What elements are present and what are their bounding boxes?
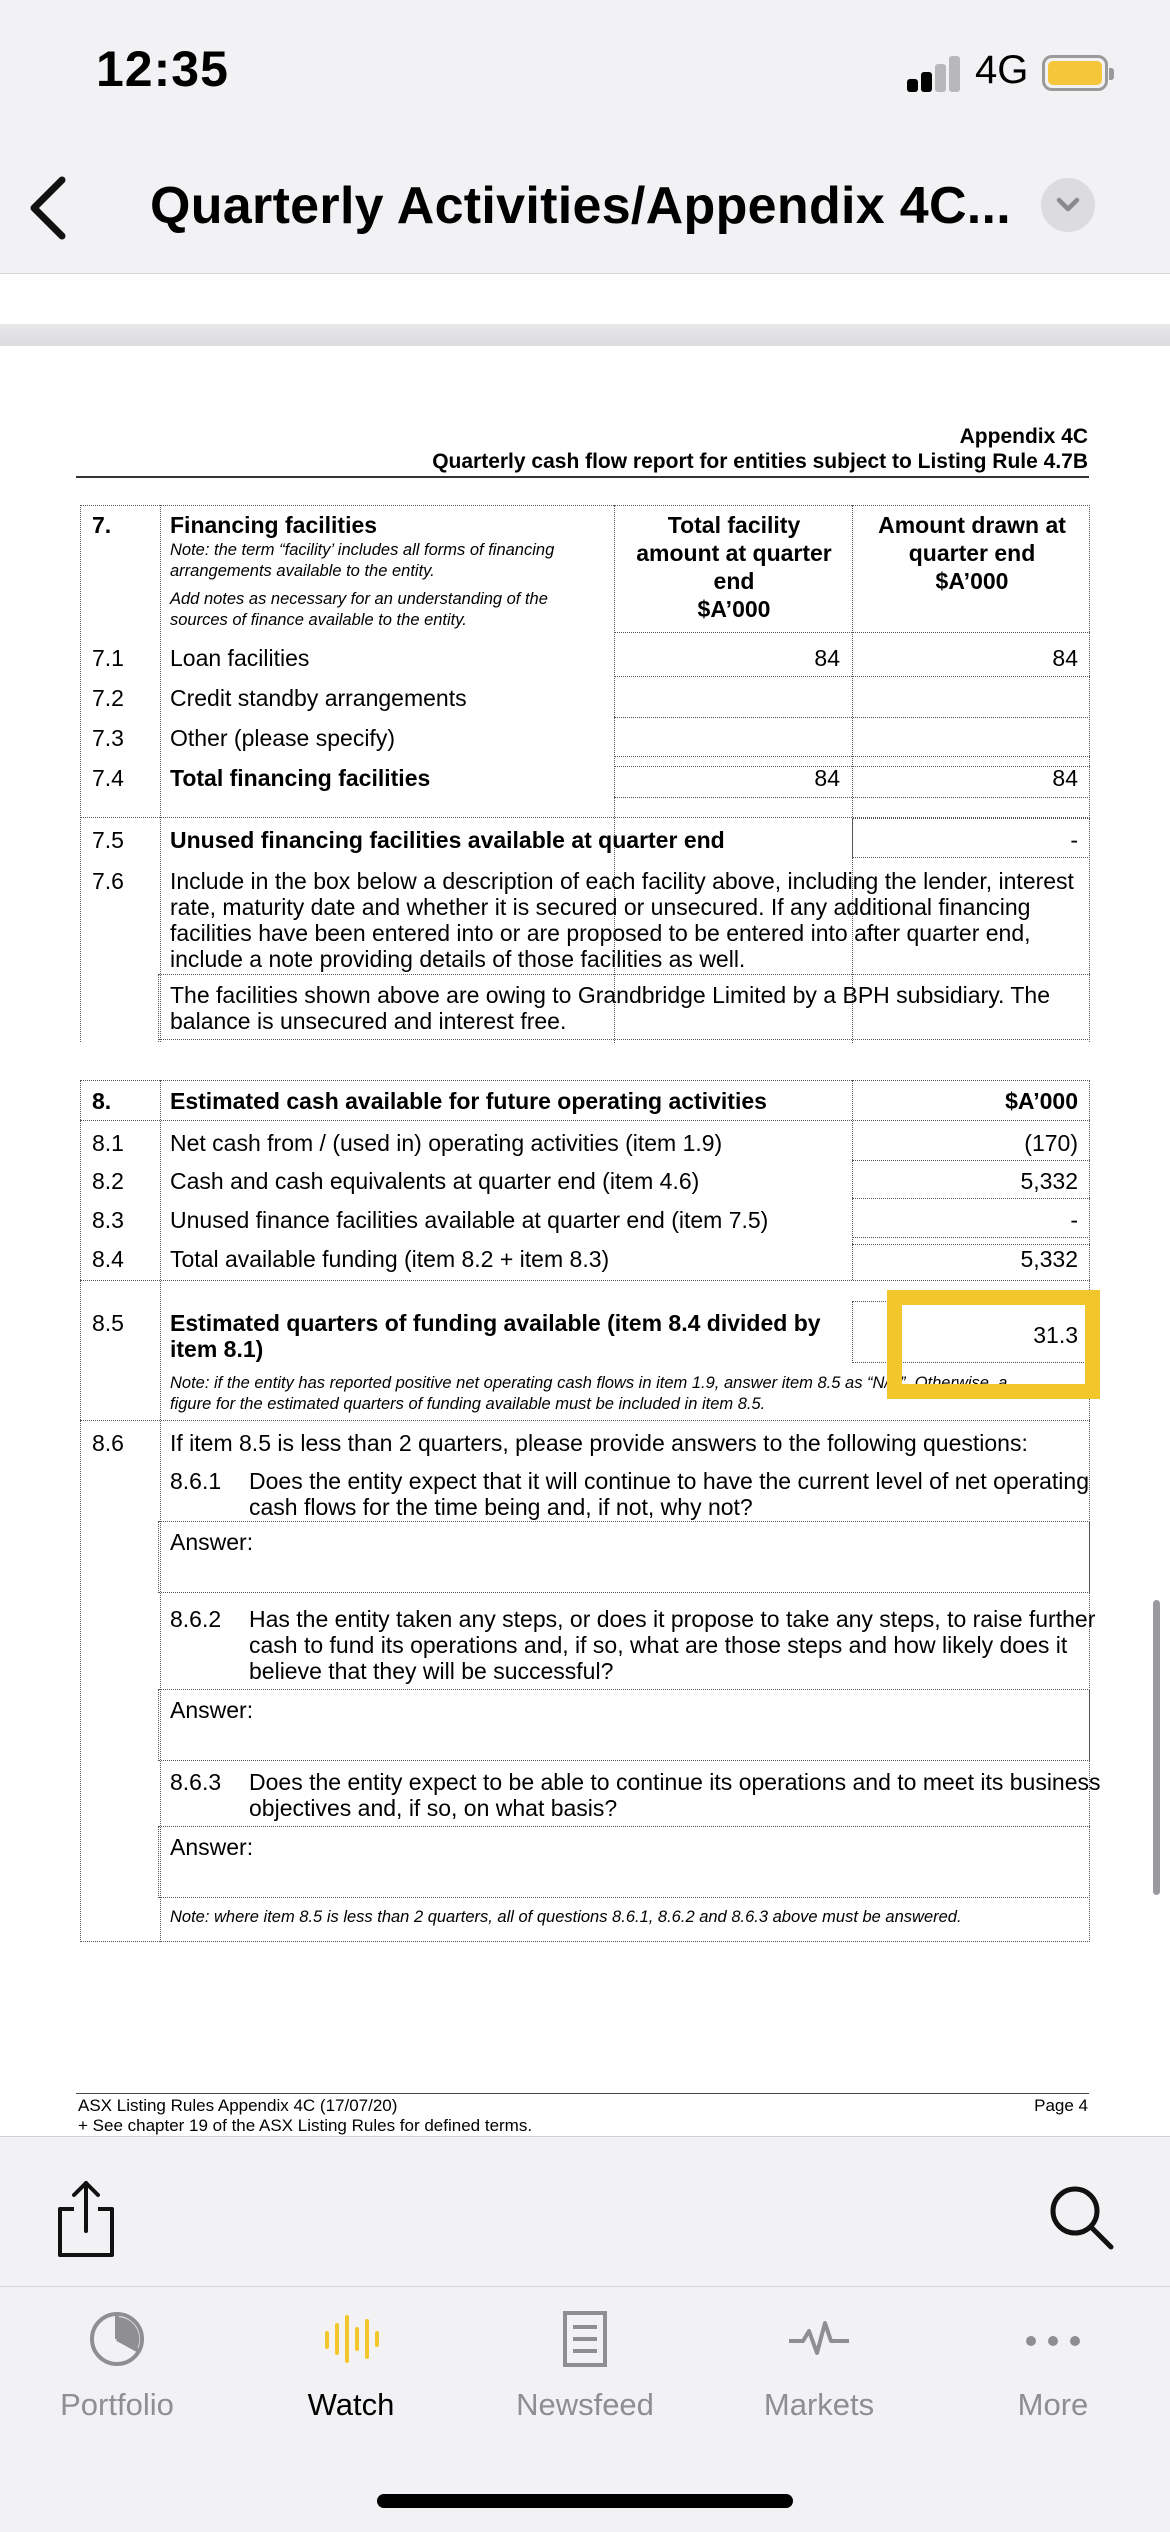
header-line: Amount drawn at bbox=[878, 512, 1066, 538]
row-drawn-value: 84 bbox=[1052, 645, 1078, 671]
description-line: facilities have been entered into or are proposed to be entered into after quarter end, bbox=[170, 920, 1031, 946]
section-title: Estimated cash available for future operating activities bbox=[170, 1088, 767, 1114]
question-text: believe that they will be successful? bbox=[249, 1658, 614, 1684]
row-value: - bbox=[1070, 827, 1078, 853]
header-line: Total facility bbox=[667, 512, 801, 538]
tab-bar bbox=[0, 2286, 1170, 2532]
network-type: 4G bbox=[975, 48, 1029, 92]
section-number: 7. bbox=[92, 512, 112, 538]
header-line: $A’000 bbox=[697, 596, 771, 622]
row-value: - bbox=[1070, 1207, 1078, 1233]
row-number: 8.2 bbox=[92, 1168, 124, 1194]
row-number: 8.5 bbox=[92, 1310, 124, 1336]
row-value: 5,332 bbox=[1020, 1168, 1078, 1194]
row-number: 7.5 bbox=[92, 827, 124, 853]
row-label: Other (please specify) bbox=[170, 725, 395, 751]
row-total-value: 84 bbox=[814, 765, 840, 791]
search-button[interactable] bbox=[1045, 2181, 1117, 2253]
answer-label: Answer: bbox=[170, 1834, 254, 1860]
question-text: Has the entity taken any steps, or does it propose to take any steps, to raise further bbox=[249, 1606, 1096, 1632]
section-note: Add notes as necessary for an understanding of the bbox=[170, 590, 548, 608]
newsfeed-icon bbox=[555, 2309, 615, 2369]
selection-highlight bbox=[887, 1290, 1100, 1399]
question-number: 8.6.2 bbox=[170, 1606, 222, 1632]
tab-watch[interactable] bbox=[234, 2287, 468, 2457]
row-number: 8.4 bbox=[92, 1246, 124, 1272]
row-label: Total financing facilities bbox=[170, 765, 431, 791]
battery-icon bbox=[1042, 55, 1108, 91]
status-bar bbox=[0, 0, 1170, 140]
tab-label: Markets bbox=[763, 2387, 875, 2422]
row-label: Unused financing facilities available at quarter end bbox=[170, 827, 725, 853]
document-toolbar bbox=[0, 2136, 1170, 2286]
tab-label: More bbox=[1017, 2387, 1089, 2422]
header-line: quarter end bbox=[908, 540, 1036, 566]
question-text: cash to fund its operations and, if so, what are those steps and how likely does it bbox=[249, 1632, 1068, 1658]
section-note: arrangements available to the entity. bbox=[170, 562, 435, 580]
tab-markets[interactable] bbox=[702, 2287, 936, 2457]
row-label: Net cash from / (used in) operating activities (item 1.9) bbox=[170, 1130, 723, 1156]
row-label: Cash and cash equivalents at quarter end (item 4.6) bbox=[170, 1168, 700, 1194]
answer-label: Answer: bbox=[170, 1529, 254, 1555]
answer-line: The facilities shown above are owing to Grandbridge Limited by a BPH subsidiary. The bbox=[170, 982, 1050, 1008]
row-number: 8.1 bbox=[92, 1130, 124, 1156]
description-line: Include in the box below a description of each facility above, including the lender, interest bbox=[170, 868, 1074, 894]
tab-newsfeed[interactable] bbox=[468, 2287, 702, 2457]
row-label: Unused finance facilities available at quarter end (item 7.5) bbox=[170, 1207, 769, 1233]
chevron-down-icon bbox=[1041, 178, 1095, 232]
header-line: end bbox=[713, 568, 755, 594]
row-number: 7.1 bbox=[92, 645, 124, 671]
appendix-label: Appendix 4C bbox=[959, 425, 1088, 448]
pie-chart-icon bbox=[87, 2309, 147, 2369]
section-title: Financing facilities bbox=[170, 512, 378, 538]
row-label: Total available funding (item 8.2 + item 8.3) bbox=[170, 1246, 610, 1272]
row-number: 8.3 bbox=[92, 1207, 124, 1233]
description-line: include a note providing details of those facilities as well. bbox=[170, 946, 746, 972]
final-note: Note: where item 8.5 is less than 2 quarters, all of questions 8.6.1, 8.6.2 and 8.6.3 above must be answered. bbox=[170, 1908, 962, 1926]
home-indicator bbox=[377, 2494, 793, 2508]
tab-more[interactable] bbox=[936, 2287, 1170, 2457]
description-line: rate, maturity date and whether it is secured or unsecured. If any additional financing bbox=[170, 894, 1031, 920]
section-note: sources of finance available to the entity. bbox=[170, 611, 467, 629]
row-value: 5,332 bbox=[1020, 1246, 1078, 1272]
scrollbar[interactable] bbox=[1153, 1600, 1160, 1895]
estimated-quarters-value: 31.3 bbox=[1033, 1322, 1078, 1348]
note-text: Note: if the entity has reported positive net operating cash flows in item 1.9, answer item 8.5 as “N/A”. Otherwise, a bbox=[170, 1374, 1008, 1392]
question-text: Does the entity expect that it will continue to have the current level of net operating bbox=[249, 1468, 1089, 1494]
question-intro: If item 8.5 is less than 2 quarters, please provide answers to the following questions: bbox=[170, 1430, 1028, 1456]
answer-label: Answer: bbox=[170, 1697, 254, 1723]
row-label: Credit standby arrangements bbox=[170, 685, 467, 711]
signal-icon bbox=[907, 56, 959, 92]
tab-label: Newsfeed bbox=[516, 2387, 654, 2422]
question-number: 8.6.3 bbox=[170, 1769, 222, 1795]
row-number: 8.6 bbox=[92, 1430, 124, 1456]
report-subtitle: Quarterly cash flow report for entities subject to Listing Rule 4.7B bbox=[432, 450, 1088, 473]
back-button[interactable] bbox=[20, 168, 80, 248]
section-number: 8. bbox=[92, 1088, 112, 1114]
row-value: (170) bbox=[1024, 1130, 1078, 1156]
row-label: Estimated quarters of funding available (item 8.4 divided by bbox=[170, 1310, 821, 1336]
answer-line: balance is unsecured and interest free. bbox=[170, 1008, 567, 1034]
document-page[interactable] bbox=[0, 346, 1170, 2136]
status-time: 12:35 bbox=[96, 41, 229, 97]
document-title: Quarterly Activities/Appendix 4C... bbox=[150, 177, 1012, 235]
header-line: $A’000 bbox=[935, 568, 1009, 594]
chevron-left-icon bbox=[20, 168, 80, 248]
navigation-bar bbox=[0, 140, 1170, 274]
page-number: Page 4 bbox=[1034, 2096, 1088, 2115]
expand-title-button[interactable] bbox=[1041, 178, 1095, 232]
share-button[interactable] bbox=[48, 2177, 124, 2261]
unit-header: $A’000 bbox=[1005, 1088, 1078, 1114]
header-line: amount at quarter bbox=[636, 540, 832, 566]
watch-bars-icon bbox=[321, 2309, 381, 2369]
row-label: item 8.1) bbox=[170, 1336, 264, 1362]
row-number: 7.3 bbox=[92, 725, 124, 751]
row-number: 7.2 bbox=[92, 685, 124, 711]
page-separator bbox=[0, 274, 1170, 326]
row-drawn-value: 84 bbox=[1052, 765, 1078, 791]
question-text: Does the entity expect to be able to continue its operations and to meet its business bbox=[249, 1769, 1101, 1795]
row-number: 7.4 bbox=[92, 765, 124, 791]
footer-text: + See chapter 19 of the ASX Listing Rules for defined terms. bbox=[78, 2116, 533, 2135]
section-note: Note: the term “facility’ includes all forms of financing bbox=[170, 541, 555, 559]
row-total-value: 84 bbox=[814, 645, 840, 671]
row-number: 7.6 bbox=[92, 868, 124, 894]
search-icon bbox=[1045, 2181, 1117, 2253]
tab-label: Watch bbox=[307, 2387, 395, 2422]
question-text: cash flows for the time being and, if not, why not? bbox=[249, 1494, 753, 1520]
question-text: objectives and, if so, on what basis? bbox=[249, 1795, 618, 1821]
more-dots-icon bbox=[1023, 2309, 1083, 2369]
tab-portfolio[interactable] bbox=[0, 2287, 234, 2457]
share-icon bbox=[48, 2177, 124, 2261]
pulse-icon bbox=[789, 2309, 849, 2369]
row-label: Loan facilities bbox=[170, 645, 310, 671]
footer-text: ASX Listing Rules Appendix 4C (17/07/20) bbox=[78, 2096, 398, 2115]
tab-label: Portfolio bbox=[60, 2387, 174, 2422]
question-number: 8.6.1 bbox=[170, 1468, 222, 1494]
note-text: figure for the estimated quarters of funding available must be included in item 8.5. bbox=[170, 1395, 766, 1413]
